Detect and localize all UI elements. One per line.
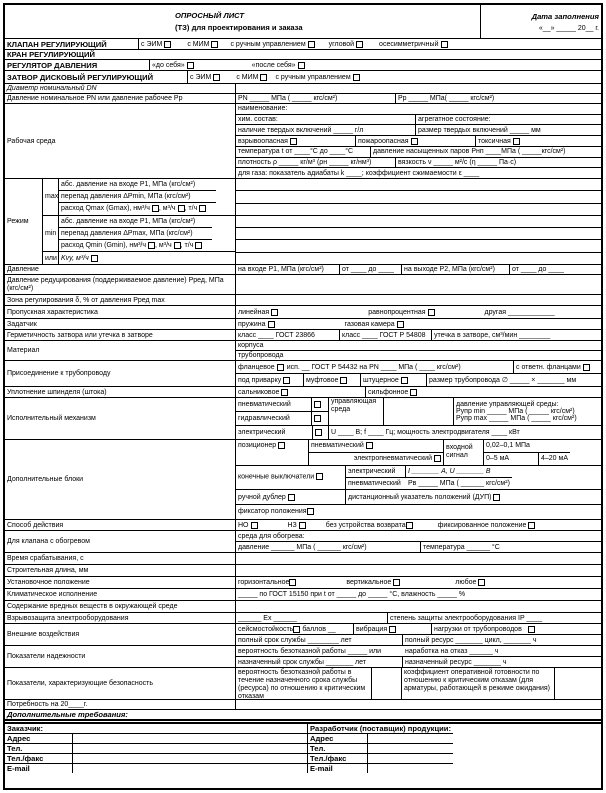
solids-field[interactable]: наличие твердых включений _____ г/л: [236, 125, 416, 135]
checkbox-butterfly-mim[interactable]: [260, 74, 267, 81]
mode-label-p1-max: абс. давление на входе P1, МПа (кгс/см²): [61, 181, 196, 189]
pipe-material-field[interactable]: трубопровода: [238, 352, 284, 359]
supplier-address-label: Адрес: [308, 734, 368, 743]
weld-label: под приварку: [238, 376, 282, 384]
customer-phone-field[interactable]: [73, 744, 307, 753]
option-label: «до себя»: [152, 61, 185, 69]
actuator-label: Исполнительный механизм: [5, 398, 236, 439]
signal-option[interactable]: 0–5 мА: [484, 453, 539, 465]
tightness-label: Герметичность затвора или утечка в затворе: [5, 330, 236, 340]
medium-state-field[interactable]: агрегатное состояние:: [418, 116, 491, 124]
butterfly-row: [5, 71, 601, 84]
date-label: Дата заполнения: [531, 11, 599, 21]
leak-field[interactable]: утечка в затворе, см³/мин ________: [434, 331, 551, 339]
density-field[interactable]: плотность ρ _____ кг/м³ (ρн _____ кг/нм³): [236, 158, 396, 168]
length-field[interactable]: [236, 565, 601, 576]
limit-pneumatic-field[interactable]: Pв _____ МПа ( ______ кгс/см²): [408, 480, 510, 488]
heating-pressure-field[interactable]: давление ______ МПа ( ______ кгс/см²): [236, 542, 421, 552]
equal-label: равнопроцентная: [368, 308, 426, 316]
checkbox-fitting[interactable]: [401, 377, 408, 384]
checkbox-pneumatic-positioner[interactable]: [366, 442, 373, 449]
medium-label: Рабочая среда: [5, 104, 236, 178]
checkbox-horizontal[interactable]: [289, 579, 296, 586]
limit-electric-label: электрический: [346, 466, 406, 477]
checkbox-hydraulic-actuator[interactable]: [314, 415, 321, 422]
regulator-row: [5, 60, 601, 71]
pneumatic-label: пневматический: [236, 398, 312, 411]
fitting-label: штуцерное: [363, 376, 399, 384]
pipe-size-field[interactable]: размер трубопровода ∅ _____ × _______ мм: [429, 377, 577, 384]
climate-field[interactable]: _____ по ГОСТ 15150 при t от _____ до _____ °С, влажность _____ %: [238, 591, 466, 598]
zone-label: Зона регулирования δ, % от давления Pред max: [5, 295, 236, 305]
position-indicator-label: дистанционный указатель положений (ДУП): [348, 493, 492, 501]
climate-label: Климатическое исполнение: [5, 589, 236, 600]
checkbox-vibration[interactable]: [389, 626, 396, 633]
inlet-label: на входе P1, МПа (кгс/см²): [236, 265, 340, 274]
readiness-coef-field[interactable]: [555, 668, 601, 699]
gland-label: сальниковое: [238, 388, 280, 396]
reduction-label: Давление редуцирования (поддерживаемое давление) Pред, МПа (кгс/см²): [5, 275, 236, 294]
checkbox-valve-angle[interactable]: [356, 41, 363, 48]
checkbox-valve-manual[interactable]: [308, 41, 315, 48]
hydraulic-label: гидравлический: [236, 412, 312, 425]
flammable-label: пожароопасная: [358, 137, 409, 145]
limit-switch-label: конечные выключатели: [238, 473, 315, 481]
input-signal-label: входной сигнал: [444, 440, 484, 465]
outlet-label: на выходе P2, МПа (кгс/см²): [402, 265, 510, 274]
checkbox-nz[interactable]: [299, 522, 306, 529]
customer-email-label: E-mail: [5, 764, 73, 773]
mode-label-dp-max: перепад давления ΔPmax, МПа (кгс/см²): [61, 229, 193, 237]
limit-pneumatic-label: пневматический: [348, 480, 401, 488]
gas-params-field[interactable]: для газа: показатель адиабаты k ____; коэффициент сжимаемости ε ____: [238, 169, 480, 177]
pp-field[interactable]: Pр _____ МПа( _____ кгс/см²): [398, 95, 495, 102]
readiness-coef-label: коэффициент оперативной готовности по отношению к критическим отказам (для арматуры, работающей в режиме ожидания): [402, 668, 555, 699]
extra-blocks-label: Дополнительные блоки: [5, 440, 236, 519]
heating-temperature-field[interactable]: температура ______ °С: [423, 543, 500, 551]
assigned-resource-field[interactable]: назначенный ресурс _______ ч: [405, 658, 507, 666]
option-label: осесимметричный: [379, 40, 439, 48]
pn-field[interactable]: PN _____ МПа ( _____ кгс/см²): [236, 94, 396, 103]
unit-label: , м³/ч: [155, 242, 172, 250]
response-time-label: Время срабатывания, с: [5, 553, 236, 564]
customer-email-field[interactable]: [73, 764, 307, 773]
option-label: с МИМ: [236, 73, 259, 81]
pipe-loads-label: нагрузки от трубопроводов: [434, 625, 522, 633]
checkbox-pneumatic-actuator[interactable]: [314, 401, 321, 408]
control-medium-field[interactable]: [384, 398, 454, 425]
checkbox-toxic[interactable]: [513, 138, 520, 145]
medium-section: [5, 104, 601, 179]
install-label: Установочное положение: [5, 577, 236, 588]
outlet-range-field[interactable]: от ____ до ____: [512, 266, 564, 273]
max-label: max: [43, 179, 59, 215]
harmful-label: Содержание вредных веществ в окружающей среде: [5, 601, 236, 612]
spring-label: пружина: [238, 320, 266, 328]
connection-label: Присоединение к трубопроводу: [5, 361, 236, 386]
supplier-fax-field[interactable]: [368, 754, 453, 763]
option-label: с ручным управлением: [230, 40, 306, 48]
customer-label: Заказчик:: [7, 724, 43, 733]
medium-chem-field[interactable]: хим. состав:: [236, 115, 416, 125]
temperature-field[interactable]: температура t от ____°С до ____°С: [236, 147, 371, 157]
checkbox-qmin-m3[interactable]: [174, 242, 181, 249]
unit-label: , т/ч: [180, 242, 194, 250]
checkbox-position-lock[interactable]: [307, 508, 314, 515]
supplier-address-field[interactable]: [368, 734, 453, 743]
customer-fax-label: Тел./факс: [5, 754, 73, 763]
seismic-points-field[interactable]: баллов __: [302, 625, 336, 633]
supplier-email-label: E-mail: [308, 764, 368, 773]
pressure-label: Давление: [5, 265, 236, 274]
solids-size-field[interactable]: размер твердых включений _____ мм: [418, 126, 541, 134]
control-medium-label: управляющая среда: [329, 398, 384, 425]
medium-name-field[interactable]: наименование:: [238, 105, 288, 113]
ip-field[interactable]: степень защиты электрооборудования IP ____: [390, 614, 543, 622]
cock-row: [5, 50, 601, 60]
mode-section: [5, 179, 601, 265]
checkbox-kv[interactable]: [91, 255, 98, 262]
seal-label: Уплотнение шпинделя (штока): [5, 387, 236, 397]
supplier-fax-label: Тел./факс: [308, 754, 368, 763]
checkbox-any[interactable]: [478, 579, 485, 586]
seismic-label: сейсмостойкость: [238, 625, 294, 633]
exproof-label: Взрывозащита электрооборудования: [5, 613, 236, 623]
toxic-label: токсичная: [478, 137, 511, 145]
customer-address-label: Адрес: [5, 734, 73, 743]
butterfly-label: ЗАТВОР ДИСКОВЫЙ РЕГУЛИРУЮЩИЙ: [5, 71, 188, 83]
explosive-label: взрывоопасная: [238, 137, 288, 145]
p1-max-field[interactable]: [236, 179, 601, 190]
flange-label: фланцевое: [238, 363, 275, 371]
gas-chamber-label: газовая камера: [344, 320, 395, 328]
checkbox-valve-eim[interactable]: [164, 41, 171, 48]
response-time-field[interactable]: [236, 553, 601, 564]
date-field[interactable]: «__» _____ 20__ г.: [538, 24, 599, 32]
questionnaire-form: [3, 3, 603, 790]
checkbox-valve-mim[interactable]: [211, 41, 218, 48]
signal-option[interactable]: 4–20 мА: [541, 455, 568, 463]
customer-block: [5, 724, 308, 773]
checkbox-flange[interactable]: [277, 364, 284, 371]
full-life-field[interactable]: полный срок службы ________ лет: [236, 635, 403, 645]
pn-label: Давление номинальное PN или давление рабочее Pр: [5, 94, 236, 103]
checkbox-no-return[interactable]: [406, 522, 413, 529]
checkbox-coupling[interactable]: [340, 377, 347, 384]
checkbox-qmin-th[interactable]: [195, 242, 202, 249]
pmin-field[interactable]: Pупр min _____ МПа ( _____ кгс/см²): [456, 407, 575, 415]
checkbox-no[interactable]: [251, 522, 258, 529]
electric-params-field[interactable]: U ____ В; f ____ Гц; мощность электродвигателя ____ кВт: [331, 428, 520, 436]
demand-field[interactable]: [236, 700, 601, 709]
checkbox-seismic[interactable]: [293, 626, 300, 633]
flange-exec-field[interactable]: исп. __ ГОСТ Р 54432 на PN ____ МПа ( ____ кгс/см²): [286, 363, 461, 371]
assigned-life-field[interactable]: назначенный срок службы _______ лет: [236, 657, 403, 667]
qmin-label: расход Qmin (Gmin), нм³/ч: [61, 242, 147, 250]
contacts-section: [5, 724, 601, 773]
mtbf-field[interactable]: наработка на отказ ______ ч: [405, 647, 499, 655]
fixed-position-label: фиксированное положение: [437, 521, 527, 529]
cock-label: КРАН РЕГУЛИРУЮЩИЙ: [7, 50, 95, 59]
checkbox-flammable[interactable]: [411, 138, 418, 145]
nz-label: НЗ: [287, 521, 297, 529]
checkbox-explosive[interactable]: [290, 138, 297, 145]
kv-field[interactable]: [236, 253, 601, 264]
inlet-range-field[interactable]: от ____ до ____: [340, 265, 402, 274]
supplier-phone-field[interactable]: [368, 744, 453, 753]
pneumatic-positioner-label: пневматический: [311, 442, 364, 450]
checkbox-electric-actuator[interactable]: [315, 429, 322, 436]
qmin-field[interactable]: [236, 240, 601, 251]
class-54808-field[interactable]: класс ____ ГОСТ Р 54808: [340, 330, 432, 340]
control-pressure-label: давление управляющей среды:: [456, 400, 559, 408]
mode-label-p1-min: абс. давление на входе P1, МПа (кгс/см²): [61, 217, 196, 225]
checkbox-limit-switch[interactable]: [316, 473, 323, 480]
checkbox-to-self[interactable]: [187, 62, 194, 69]
qmax-field[interactable]: [236, 204, 601, 215]
dn-field[interactable]: [236, 84, 601, 93]
other-field[interactable]: другая ____________: [484, 308, 555, 316]
vapor-pressure-field[interactable]: давление насыщенных паров Pнп ____МПа ( _____кгс/см²): [373, 148, 566, 156]
unit-label: , т/ч: [184, 205, 198, 213]
material-label: Материал: [5, 341, 236, 360]
coupling-label: муфтовое: [306, 376, 339, 384]
checkbox-vertical[interactable]: [393, 579, 400, 586]
customer-fax-field[interactable]: [73, 754, 307, 763]
heating-medium-field[interactable]: среда для обогрева:: [238, 532, 305, 540]
ex-field[interactable]: ______ Ex ______: [236, 613, 388, 623]
regulator-label: РЕГУЛЯТОР ДАВЛЕНИЯ: [5, 60, 150, 70]
checkbox-fixed-position[interactable]: [528, 522, 535, 529]
position-lock-label: фиксатор положения: [238, 508, 307, 516]
supplier-block: [308, 724, 453, 773]
length-label: Строительная длина, мм: [5, 565, 236, 576]
mode-label: Режим: [5, 179, 43, 264]
bellows-label: сильфонное: [368, 388, 409, 396]
unit-label: , м³/ч: [158, 205, 176, 213]
reduction-field[interactable]: [236, 275, 601, 294]
checkbox-qmin-nm3[interactable]: [148, 242, 155, 249]
probability-field[interactable]: вероятность безотказной работы _____ или: [238, 647, 382, 655]
p1-min-field[interactable]: [236, 216, 601, 227]
checkbox-valve-axial[interactable]: [441, 41, 448, 48]
pmax-field[interactable]: Pупр max _____ МПа ( _____ кгс/см²): [456, 414, 577, 422]
dp-min-field[interactable]: [236, 191, 601, 202]
or-label: или: [43, 252, 59, 264]
supplier-label: Разработчик (поставщик) продукции:: [310, 724, 451, 733]
mode-label-dp-min: перепад давления ΔPmin, МПа (кгс/см²): [61, 193, 191, 201]
manual-override-label: ручной дублер: [238, 493, 286, 501]
option-label: с ручным управлением: [275, 73, 351, 81]
additional-requirements-label: Дополнительные требования:: [7, 710, 128, 719]
option-label: с ЭИМ: [190, 73, 212, 81]
supplier-email-field[interactable]: [368, 764, 453, 773]
valve-row: [5, 39, 601, 50]
checkbox-position-indicator[interactable]: [493, 494, 500, 501]
vibration-label: вибрация: [356, 625, 388, 633]
safety-probability-field[interactable]: [372, 668, 402, 699]
electropneumatic-label: электропневматический: [353, 455, 432, 463]
customer-phone-label: Тел.: [5, 744, 73, 753]
checkbox-gland[interactable]: [281, 389, 288, 396]
horizontal-label: горизонтальное: [238, 579, 290, 586]
checkbox-butterfly-eim[interactable]: [213, 74, 220, 81]
checkbox-linear[interactable]: [271, 309, 278, 316]
checkbox-pipe-loads[interactable]: [528, 626, 535, 633]
flow-char-label: Пропускная характеристика: [5, 306, 236, 318]
form-subtitle: (ТЗ) для проектирования и заказа: [175, 23, 303, 32]
viscosity-field[interactable]: вязкость ν _____ м²/с (η _____ Па·с): [398, 158, 517, 166]
checkbox-gas-chamber[interactable]: [397, 321, 404, 328]
option-label: угловой: [328, 40, 355, 48]
setter-label: Задатчик: [5, 319, 236, 329]
qmax-label: расход Qmax (Gmax), нм³/ч: [61, 205, 150, 213]
customer-address-field[interactable]: [73, 734, 307, 743]
form-title: ОПРОСНЫЙ ЛИСТ: [175, 11, 244, 20]
any-label: любое: [455, 579, 477, 586]
checkbox-counter-flange[interactable]: [583, 364, 590, 371]
reliability-label: Показатели надежности: [7, 653, 86, 660]
checkbox-qmax-m3[interactable]: [178, 205, 185, 212]
action-label: Способ действия: [5, 520, 236, 530]
checkbox-manual-override[interactable]: [288, 494, 295, 501]
checkbox-after-self[interactable]: [298, 62, 305, 69]
checkbox-positioner[interactable]: [278, 442, 285, 449]
option-label: «после себя»: [251, 61, 296, 69]
dp-max-field[interactable]: [236, 228, 601, 239]
zone-field[interactable]: [236, 295, 601, 305]
vertical-label: вертикальное: [346, 579, 392, 586]
limit-electric-field[interactable]: I _______ А, U _______ В: [408, 467, 491, 475]
external-label: Внешние воздействия: [7, 631, 80, 638]
checkbox-qmax-th[interactable]: [199, 205, 206, 212]
harmful-field[interactable]: [236, 601, 601, 612]
kv-label: Kvy, м³/ч: [61, 254, 89, 262]
electric-label: электрический: [236, 426, 313, 439]
checkbox-spring[interactable]: [268, 321, 275, 328]
option-label: с МИМ: [187, 40, 210, 48]
demand-label[interactable]: Потребность на 20____г.: [5, 700, 236, 709]
form-header: [5, 5, 601, 39]
linear-label: линейная: [238, 308, 270, 316]
min-label: min: [43, 216, 59, 252]
valve-label: КЛАПАН РЕГУЛИРУЮЩИЙ: [5, 39, 139, 49]
option-label: с ЭИМ: [141, 40, 163, 48]
signal-option[interactable]: 0,02–0,1 МПа: [486, 442, 530, 450]
heating-label: Для клапана с обогревом: [5, 531, 236, 552]
checkbox-butterfly-manual[interactable]: [353, 74, 360, 81]
positioner-label: позиционер: [238, 442, 277, 449]
class-23866-field[interactable]: класс ____ ГОСТ 23866: [236, 330, 340, 340]
safety-probability-label: вероятность безотказной работы в течение назначенного срока службы (ресурса) по отношению к критическим отказам: [236, 668, 372, 699]
full-resource-field[interactable]: полный ресурс _______ цикл, _______ ч: [405, 636, 537, 644]
counter-flange-label: с ответн. фланцами: [516, 363, 581, 371]
safety-label: Показатели, характеризующие безопасность: [5, 668, 236, 699]
body-material-field[interactable]: корпуса: [238, 342, 264, 349]
dn-label: Диаметр номинальный DN: [5, 84, 236, 93]
no-label: НО: [238, 521, 249, 529]
checkbox-qmax-nm3[interactable]: [152, 205, 159, 212]
checkbox-electropneumatic[interactable]: [434, 455, 441, 462]
checkbox-weld[interactable]: [283, 377, 290, 384]
checkbox-bellows[interactable]: [410, 389, 417, 396]
supplier-phone-label: Тел.: [308, 744, 368, 753]
checkbox-equal[interactable]: [428, 309, 435, 316]
no-return-label: без устройства возврата: [325, 521, 406, 529]
